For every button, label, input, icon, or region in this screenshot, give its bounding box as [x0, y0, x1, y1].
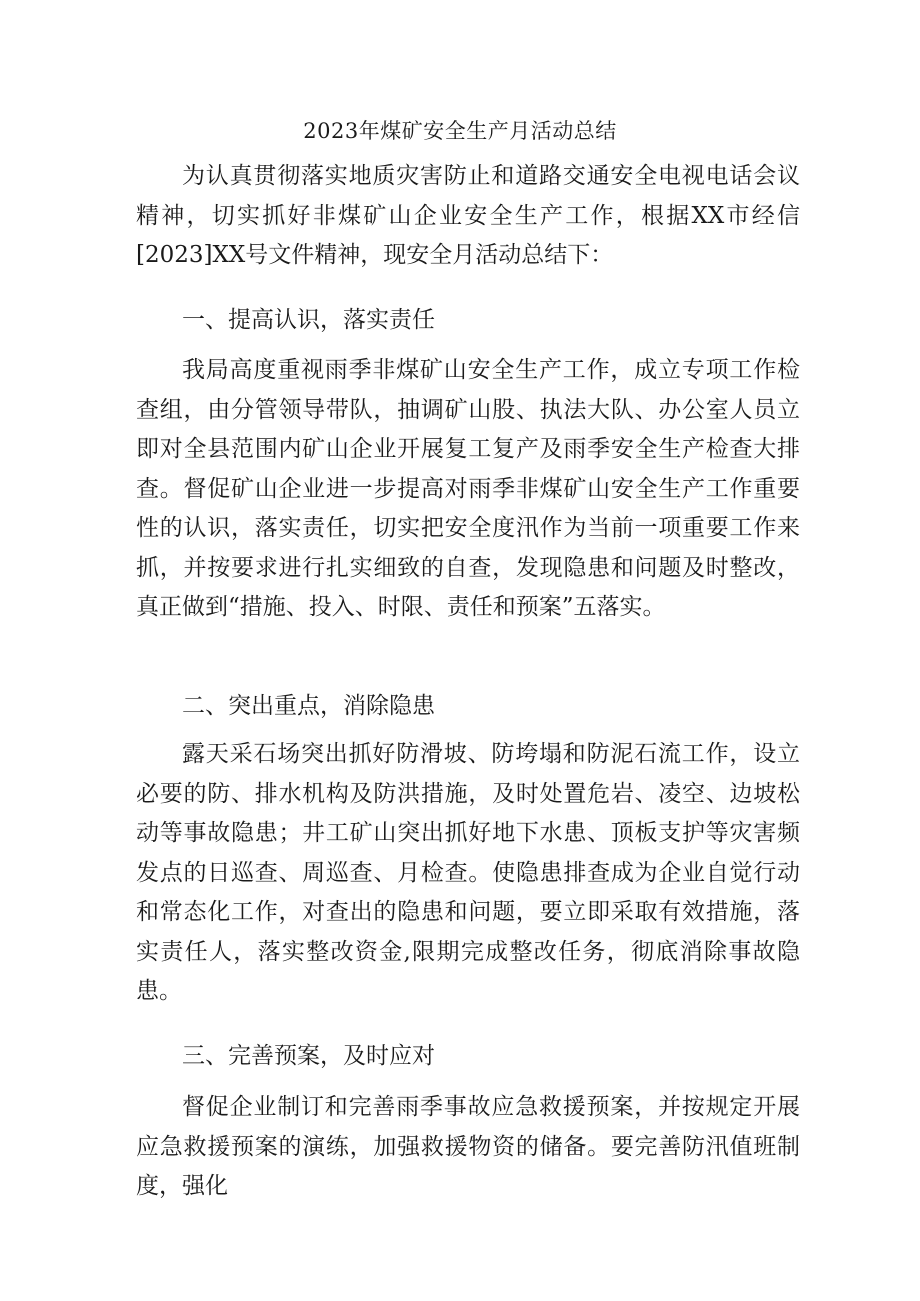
section-1-body: 我局高度重视雨季非煤矿山安全生产工作，成立专项工作检查组，由分管领导带队，抽调矿山股、执法大队、办公室人员立即对全县范围内矿山企业开展复工复产及雨季安全生产检查大排查。督促矿山企业进一步提高对雨季非煤矿山安全生产工作重要性的认识，落实责任，切实把安全度汛作为当前一项重要工作来抓，并按要求进行扎实细致的自查，发现隐患和问题及时整改，真正做到“措施、投入、时限、责任和预案”五落实。: [136, 357, 800, 620]
intro-paragraph: 为认真贯彻落实地质灾害防止和道路交通安全电视电话会议精神，切实抓好非煤矿山企业安全生产工作，根据XX市经信[2023]XX号文件精神，现安全月活动总结下：: [136, 163, 800, 268]
section-1-heading: 一、提高认识，落实责任: [182, 307, 435, 333]
document-title: 2023年煤矿安全生产月活动总结: [303, 119, 617, 143]
section-2-body: 露天采石场突出抓好防滑坡、防垮塌和防泥石流工作，设立必要的防、排水机构及防洪措施，及时处置危岩、凌空、边坡松动等事故隐患；井工矿山突出抓好地下水患、顶板支护等灾害频发点的日巡查、周巡查、月检查。使隐患排查成为企业自觉行动和常态化工作，对查出的隐患和问题，要立即采取有效措施，落实责任人，落实整改资金,限期完成整改任务，彻底消除事故隐患。: [136, 741, 800, 1004]
section-3-heading: 三、完善预案，及时应对: [182, 1043, 435, 1069]
section-2-heading: 二、突出重点，消除隐患: [182, 693, 435, 719]
section-3-body: 督促企业制订和完善雨季事故应急救援预案，并按规定开展应急救援预案的演练，加强救援物资的储备。要完善防汛值班制度，强化: [136, 1094, 800, 1199]
